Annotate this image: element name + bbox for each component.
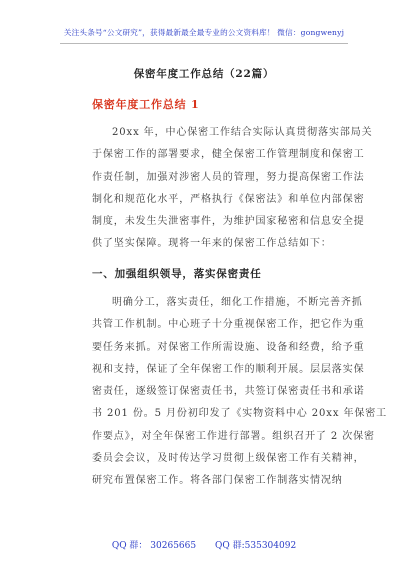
paragraph-line: 制度，未发生失泄密事件，为维护国家秘密和信息安全提 xyxy=(92,216,365,228)
section-title: 保密年度工作总结 1 xyxy=(92,98,200,111)
paragraph-line: 明确分工，落实责任，细化工作措施，不断完善齐抓 xyxy=(112,297,363,308)
footer-qq-group-1: QQ 群： 30265665 xyxy=(111,541,197,551)
paragraph-line: 密责任，逐级签订保密责任书，共签订保密责任书和承诺 xyxy=(92,386,365,398)
paragraph-line: 于保密工作的部署要求，健全保密工作管理制度和保密工 xyxy=(92,149,365,161)
paragraph-line: 制化和规范化水平，严格执行《保密法》和单位内部保密 xyxy=(92,193,365,205)
header-promo-note: 关注头条号“公文研究”，获得最新最全最专业的公文资料库！ 微信：gongwenyj xyxy=(63,28,345,37)
paragraph-line: 研究布置保密工作。将各部门保密工作制落实情况纳 xyxy=(92,475,343,487)
footer-contacts xyxy=(0,538,408,551)
document-title: 保密年度工作总结（22篇） xyxy=(133,68,275,80)
paragraph-line: 作要点》，对全年保密工作进行部署。组织召开了 2 次保密 xyxy=(92,430,375,442)
paragraph-line: 要任务来抓。对保密工作所需设施、设备和经费，给予重 xyxy=(92,341,365,353)
paragraph-line: 书 201 份。5 月份初印发了《实物资料中心 20xx 年保密工 xyxy=(92,408,388,420)
header-divider xyxy=(60,43,348,44)
heading-leadership: 一、加强组织领导，落实保密责任 xyxy=(92,268,262,280)
footer-qq-group-2: QQ 群:535304092 xyxy=(214,541,297,551)
paragraph-line: 共管工作机制。中心班子十分重视保密工作，把它作为重 xyxy=(92,319,365,331)
paragraph-line: 供了坚实保障。现将一年来的保密工作总结如下： xyxy=(92,238,332,250)
paragraph-line: 20xx 年，中心保密工作结合实际认真贯彻落实部局关 xyxy=(112,127,373,138)
paragraph-responsibility xyxy=(92,292,388,493)
paragraph-line: 委员会会议，及时传达学习贯彻上级保密工作有关精神， xyxy=(92,453,365,465)
paragraph-intro xyxy=(92,122,373,256)
paragraph-line: 视和支持，保证了全年保密工作的顺利开展。层层落实保 xyxy=(92,363,365,375)
paragraph-line: 作责任制，加强对涉密人员的管理，努力提高保密工作法 xyxy=(92,171,365,183)
